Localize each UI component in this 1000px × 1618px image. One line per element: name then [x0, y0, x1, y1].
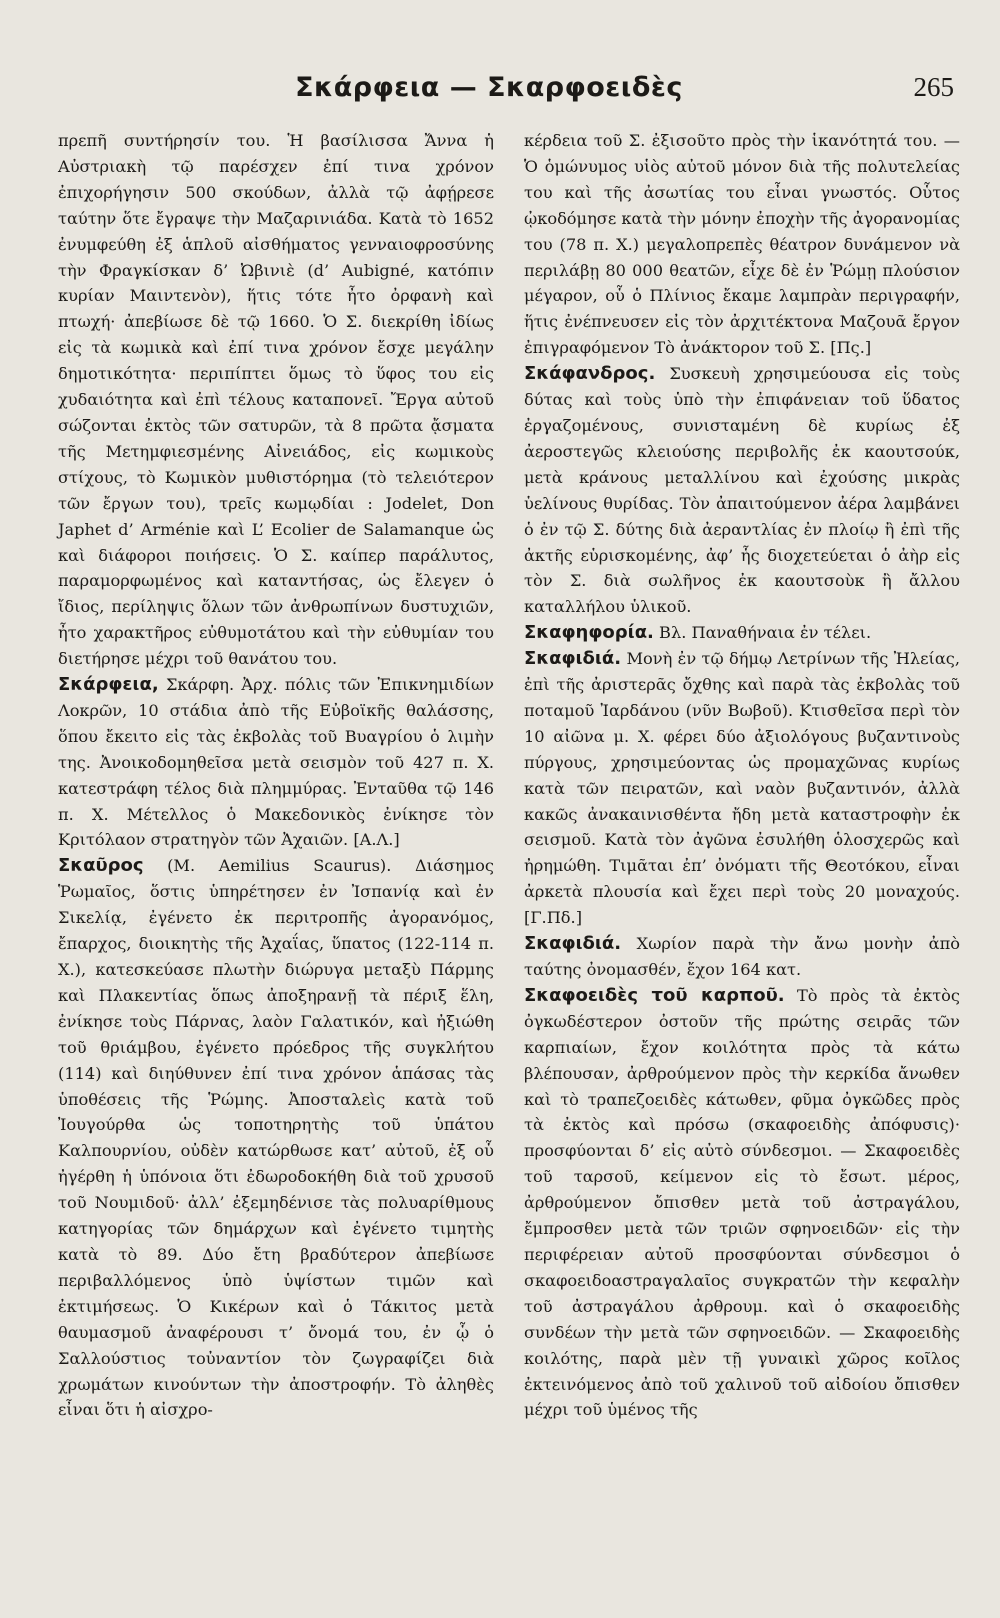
continuation-paragraph	[524, 128, 960, 361]
entry-headword: Σκαφιδιά.	[524, 933, 622, 955]
entry-text: Σκάρφη. Ἀρχ. πόλις τῶν Ἐπικνημιδίων Λοκρῶν, 10 στάδια ἀπὸ τῆς Εὐβοϊκῆς θαλάσσης, ὅπου ἔκειτο εἰς τὰς ἐκβολὰς τοῦ Βυαγρίου ὁ λιμὴν της. Ἀνοικοδομηθεῖσα μετὰ σεισμὸν τοῦ 427 π. Χ. κατεστράφη τέλος διὰ πλημμύρας. Ἐνταῦθα τῷ 146 π. Χ. Μέτελλος ὁ Μακεδονικὸς ἐνίκησε τὸν Κριτόλαον στρατηγὸν τῶν Ἀχαιῶν.	[58, 675, 494, 850]
entry-text: Χωρίον παρὰ τὴν ἄνω μονὴν ἀπὸ ταύτης ὀνομασθέν, ἔχον 164 κατ.	[524, 934, 960, 979]
entry-text: Βλ. Παναθήναια ἐν τέλει.	[653, 623, 872, 643]
entry-headword: Σκαφιδιά.	[524, 648, 622, 670]
entry-text: Συσκευὴ χρησιμεύουσα εἰς τοὺς δύτας καὶ τοὺς ὑπὸ τὴν ἐπιφάνειαν τοῦ ὕδατος ἐργαζομένους, συνισταμένη δὲ κυρίως ἐξ ἀεροστεγῶς κλειούσης περιβολῆς ἐκ καουτσούκ, μετὰ κράνους μεταλλίνου καὶ ἐχούσης μικρὰς ὑελίνους θυρίδας. Τὸν ἀπαιτούμενον ἀέρα λαμβάνει ὁ ἐν τῷ Σ. δύτης διὰ ἀεραντλίας ἐν πλοίῳ ἢ ἐπὶ τῆς ἀκτῆς εὑρισκομένης, ἀφ’ ἧς διοχετεύεται ὁ ἀὴρ εἰς τὸν Σ. διὰ σωλῆνος ἐκ καουτσοὺκ ἢ ἄλλου καταλλήλου ὑλικοῦ.	[524, 364, 960, 617]
left-column	[58, 128, 494, 1423]
entry-headword: Σκαῦρος	[58, 855, 144, 877]
entry-skaphandros	[524, 361, 960, 620]
entry-text: (M. Aemilius Scaurus). Διάσημος Ῥωμαῖος, ὅστις ὑπηρέτησεν ἐν Ἰσπανίᾳ καὶ ἐν Σικελίᾳ, ἐγένετο ἐκ περιτροπῆς ἀγορανόμος, ἔπαρχος, διοικητὴς τῆς Ἀχαΐας, ὕπατος (122-114 π. Χ.), κατεσκεύασε πλωτὴν διώρυγα μεταξὺ Πάρμης καὶ Πλακεντίας ὅπως ἀποξηρανῇ τὰ πέριξ ἕλη, ἐνίκησε τοὺς Πάρνας, λαὸν Γαλατικόν, καὶ ἠξιώθη τοῦ θριάμβου, ἐγένετο πρόεδρος τῆς συγκλήτου (114) καὶ διηύθυνεν ἐπί τινα χρόνον ἁπάσας τὰς ὑποθέσεις τῆς Ῥώμης. Ἀποσταλεὶς κατὰ τοῦ Ἰουγούρθα ὡς τοποτηρητὴς τοῦ ὑπάτου Καλπουρνίου, οὐδὲν κατώρθωσε κατ’ αὐτοῦ, ἐξ οὗ ἠγέρθη ἡ ὑπόνοια ὅτι ἐδωροδοκήθη διὰ τοῦ χρυσοῦ τοῦ Νουμιδοῦ· ἀλλ’ ἐξεμηδένισε τὰς πολυαρίθμους κατηγορίας τῶν δημάρχων καὶ ἐγένετο τιμητὴς κατὰ τὸ 89. Δύο ἔτη βραδύτερον ἀπεβίωσε περιβαλλόμενος ὑπὸ ὑψίστων τιμῶν καὶ ἐκτιμήσεως. Ὁ Κικέρων καὶ ὁ Τάκιτος μετὰ θαυμασμοῦ ἀναφέρουσι τ’ ὄνομά του, ἐν ᾧ ὁ Σαλλούστιος τοὐναντίον τὸν ζωγραφίζει διὰ χρωμάτων κινούντων τὴν ἀποστροφήν. Τὸ ἀληθὲς εἶναι ὅτι ἡ αἰσχρο-	[58, 856, 494, 1420]
page-number: 265	[913, 72, 954, 102]
entry-headword: Σκάφανδρος.	[524, 363, 656, 385]
running-header	[58, 62, 960, 122]
continuation-paragraph	[58, 128, 494, 672]
entry-skauros	[58, 853, 494, 1423]
entry-headword: Σκαφοειδὲς τοῦ καρποῦ.	[524, 984, 785, 1006]
author-signature: [Γ.Πδ.]	[524, 908, 583, 928]
entry-scaphoid	[524, 983, 960, 1423]
right-column	[524, 128, 960, 1423]
running-title: Σκάρφεια — Σκαρφοειδὲς	[295, 72, 683, 103]
entry-text: Τὸ πρὸς τὰ ἐκτὸς ὀγκωδέστερον ὀστοῦν τῆς πρώτης σειρᾶς τῶν καρπιαίων, ἔχον κοιλότητα πρὸς τὰ κάτω βλέπουσαν, ἀρθρούμενον πρὸς τὴν κερκίδα ἄνωθεν καὶ τὸ τραπεζοειδὲς κάτωθεν, φῦμα ὀγκῶδες πρὸς τὰ ἐκτὸς καὶ πρόσω (σκαφοειδὴς ἀπόφυσις)· προσφύονται δ’ εἰς αὐτὸ σύνδεσμοι. — Σκαφοειδὲς τοῦ ταρσοῦ, κείμενον εἰς τὸ ἔσωτ. μέρος, ἀρθρούμενον ὄπισθεν μετὰ τοῦ ἀστραγάλου, ἔμπροσθεν μετὰ τῶν τριῶν σφηνοειδῶν· εἰς τὴν περιφέρειαν αὐτοῦ προσφύονται σύνδεσμοι ὁ σκαφοειδοαστραγαλαῖος συγκρατῶν τὴν κεφαλὴν τοῦ ἀστραγάλου ἀρθρουμ. καὶ ὁ σκαφοειδὴς συνδέων τὴν μετὰ τῶν σφηνοειδῶν. — Σκαφοειδὴς κοιλότης, παρὰ μὲν τῇ γυναικὶ χῶρος κοῖλος ἐκτεινόμενος ἀπὸ τοῦ χαλινοῦ τοῦ αἰδοίου ὄπισθεν μέχρι τοῦ ὑμένος τῆς	[524, 985, 960, 1420]
entry-skaphephoria	[524, 620, 960, 646]
columns	[58, 128, 960, 1423]
entry-headword: Σκαφηφορία.	[524, 622, 654, 644]
author-signature: [Α.Λ.]	[353, 830, 400, 850]
entry-text: Μονὴ ἐν τῷ δήμῳ Λετρίνων τῆς Ἠλείας, ἐπὶ τῆς ἀριστερᾶς ὄχθης καὶ παρὰ τὰς ἐκβολὰς τοῦ ποταμοῦ Ἰαρδάνου (νῦν Βωβοῦ). Κτισθεῖσα περὶ τὸν 10 αἰῶνα μ. Χ. φέρει δύο ἀξιολόγους βυζαντινοὺς πύργους, χρησιμεύοντας ὡς προμαχῶνας κυρίως κατὰ τῶν πειρατῶν, καὶ ναὸν βυζαντινόν, ἀλλὰ κακῶς ἀνακαινισθέντα ἤδη μετὰ καταστροφὴν ἐκ σεισμοῦ. Κατὰ τὸν ἀγῶνα ἐσυλήθη ὁλοσχερῶς καὶ ἠρημώθη. Τιμᾶται ἐπ’ ὀνόματι τῆς Θεοτόκου, εἶναι ἀρκετὰ πλουσία καὶ ἔχει περὶ τοὺς 20 μοναχούς.	[524, 649, 960, 902]
entry-skaphidia-monastery	[524, 646, 960, 931]
paragraph-text: πρεπῆ συντήρησίν του. Ἡ βασίλισσα Ἄννα ἡ Αὐστριακὴ τῷ παρέσχεν ἐπί τινα χρόνον ἐπιχορήγησιν 500 σκούδων, ἀλλὰ τῷ ἀφῄρεσε ταύτην ὅτε ἔγραψε τὴν Μαζαρινιάδα. Κατὰ τὸ 1652 ἐνυμφεύθη ἐξ ἁπλοῦ αἰσθήματος γενναιοφροσύνης τὴν Φραγκίσκαν δ’ Ὠβινιὲ (d’ Aubigné, κατόπιν κυρίαν Μαιντενὸν), ἥτις τότε ἦτο ὀρφανὴ καὶ πτωχή· ἀπεβίωσε δὲ τῷ 1660. Ὁ Σ. διεκρίθη ἰδίως εἰς τὰ κωμικὰ καὶ ἐπί τινα χρόνον ἔσχε μεγάλην δημοτικότητα· περιπίπτει ὅμως τὸ ὕφος του εἰς χυδαιότητα καὶ ἐπὶ τέλους καταπονεῖ. Ἔργα αὐτοῦ σώζονται ἐκτὸς τῶν σατυρῶν, τὰ 8 πρῶτα ᾄσματα τῆς Μετημφιεσμένης Αἰνειάδος, εἰς κωμικοὺς στίχους, τὸ Κωμικὸν μυθιστόρημα (τὸ τελειότερον τῶν ἔργων του), τρεῖς κωμῳδίαι : Jodelet, Don Japhet d’ Arménie καὶ L’ Ecolier de Salamanque ὡς καὶ διάφοροι ποιήσεις. Ὁ Σ. καίπερ παράλυτος, παραμορφωμένος καὶ καταντήσας, ὡς ἔλεγεν ὁ ἴδιος, περίληψις ὅλων τῶν ἀνθρωπίνων δυστυχιῶν, ἦτο χαρακτῆρος εὐθυμοτάτου καὶ τὴν εὐθυμίαν του διετήρησε μέχρι τοῦ θανάτου του.	[58, 131, 494, 669]
entry-headword: Σκάρφεια,	[58, 674, 159, 696]
entry-skaphidia-village	[524, 931, 960, 983]
entry-skarpheia	[58, 672, 494, 853]
paragraph-text: κέρδεια τοῦ Σ. ἐξισοῦτο πρὸς τὴν ἱκανότητά του. — Ὁ ὁμώνυμος υἱὸς αὐτοῦ μόνον διὰ τῆς πολυτελείας του καὶ τῆς ἀσωτίας του εἶναι γνωστός. Οὗτος ᾠκοδόμησε κατὰ τὴν μόνην ἐποχὴν τῆς ἀγορανομίας του (78 π. Χ.) μεγαλοπρεπὲς θέατρον δυνάμενον νὰ περιλάβῃ 80 000 θεατῶν, εἶχε δὲ ἐν Ῥώμῃ πλούσιον μέγαρον, οὗ ὁ Πλίνιος ἔκαμε λαμπρὰν περιγραφήν, ἥτις ἐνέπνευσεν εἰς τὸν ἀρχιτέκτονα Μαζουᾶ ἔργον ἐπιγραφόμενον Τὸ ἀνάκτορον τοῦ Σ.	[524, 131, 960, 358]
author-signature: [Πς.]	[830, 338, 872, 358]
